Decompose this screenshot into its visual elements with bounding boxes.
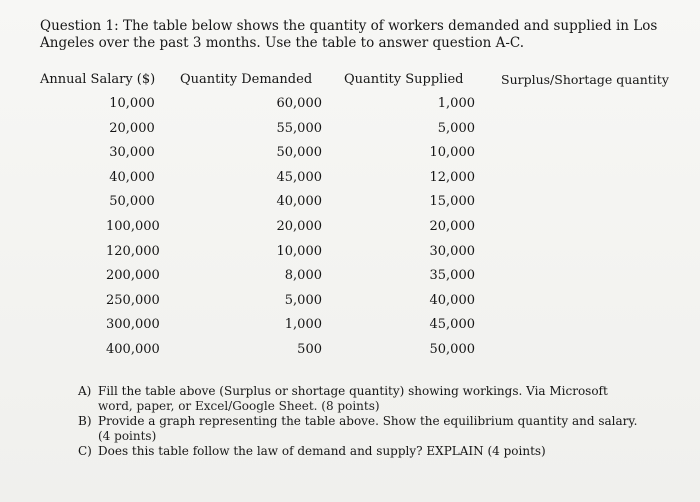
- instruction-a-line-1: Fill the table above (Surplus or shortage quantity) showing workings. Via Microsoft: [98, 384, 608, 398]
- quantity-supplied-cell: 50,000: [429, 341, 475, 357]
- header-surplus-shortage: Surplus/Shortage quantity: [501, 72, 669, 87]
- question-heading: [40, 18, 658, 52]
- table-row: [38, 342, 678, 367]
- instruction-c: [78, 444, 638, 459]
- instruction-c-line-1: Does this table follow the law of demand and supply? EXPLAIN (4 points): [98, 444, 546, 458]
- table-header-row: [38, 72, 678, 92]
- quantity-demanded-cell: 5,000: [284, 292, 322, 308]
- instruction-a-letter: A): [78, 384, 92, 398]
- instruction-b-text: [98, 414, 637, 444]
- quantity-supplied-cell: 40,000: [429, 292, 475, 308]
- table-row: [38, 145, 678, 170]
- question-line-1: Question 1: The table below shows the quantity of workers demanded and supplied in Los: [40, 18, 658, 34]
- salary-cell: 50,000: [109, 194, 155, 210]
- quantity-supplied-cell: 1,000: [437, 96, 475, 111]
- quantity-supplied-cell: 45,000: [429, 317, 475, 333]
- salary-cell: 300,000: [106, 317, 160, 333]
- table-row: [38, 121, 678, 146]
- question-line-2: Angeles over the past 3 months. Use the table to answer question A-C.: [40, 35, 525, 51]
- instruction-c-letter: C): [78, 444, 92, 458]
- instruction-a: [78, 384, 638, 414]
- instruction-b-letter: B): [78, 414, 92, 428]
- header-annual-salary: Annual Salary ($): [40, 72, 156, 87]
- instruction-a-text: [98, 384, 608, 414]
- table-row: [38, 194, 678, 219]
- instruction-c-text: [98, 444, 546, 459]
- question-instructions: [78, 384, 638, 459]
- quantity-demanded-cell: 45,000: [276, 169, 322, 185]
- header-quantity-demanded: Quantity Demanded: [180, 72, 313, 87]
- header-quantity-supplied: Quantity Supplied: [344, 72, 464, 87]
- table-row: [38, 96, 678, 121]
- quantity-demanded-cell: 10,000: [276, 243, 322, 259]
- quantity-demanded-cell: 50,000: [276, 145, 322, 161]
- instruction-a-line-2: word, paper, or Excel/Google Sheet. (8 points): [98, 399, 380, 413]
- table-row: [38, 317, 678, 342]
- quantity-demanded-cell: 40,000: [276, 194, 322, 210]
- salary-cell: 40,000: [109, 169, 155, 185]
- salary-cell: 100,000: [106, 218, 160, 234]
- quantity-supplied-cell: 12,000: [429, 169, 475, 185]
- labor-market-table: [38, 72, 678, 368]
- quantity-demanded-cell: 8,000: [284, 268, 322, 284]
- quantity-supplied-cell: 20,000: [429, 218, 475, 234]
- quantity-demanded-cell: 20,000: [276, 218, 322, 234]
- quantity-demanded-cell: 60,000: [276, 96, 322, 111]
- quantity-supplied-cell: 5,000: [437, 120, 475, 136]
- quantity-demanded-cell: 500: [297, 341, 322, 357]
- instruction-b-line-2: (4 points): [98, 429, 157, 443]
- salary-cell: 30,000: [109, 145, 155, 161]
- salary-cell: 250,000: [106, 292, 160, 308]
- instruction-b-line-1: Provide a graph representing the table above. Show the equilibrium quantity and salary.: [98, 414, 638, 428]
- salary-cell: 400,000: [106, 341, 160, 357]
- table-body: [38, 96, 678, 367]
- quantity-supplied-cell: 35,000: [429, 268, 475, 284]
- table-row: [38, 219, 678, 244]
- quantity-supplied-cell: 15,000: [429, 194, 475, 210]
- table-row: [38, 170, 678, 195]
- table-row: [38, 293, 678, 318]
- salary-cell: 200,000: [106, 268, 160, 284]
- quantity-supplied-cell: 30,000: [429, 243, 475, 259]
- quantity-demanded-cell: 1,000: [284, 317, 322, 333]
- table-row: [38, 268, 678, 293]
- instruction-b: [78, 414, 638, 444]
- quantity-demanded-cell: 55,000: [276, 120, 322, 136]
- salary-cell: 20,000: [109, 120, 155, 136]
- salary-cell: 120,000: [106, 243, 160, 259]
- quantity-supplied-cell: 10,000: [429, 145, 475, 161]
- table-row: [38, 244, 678, 269]
- salary-cell: 10,000: [109, 96, 155, 111]
